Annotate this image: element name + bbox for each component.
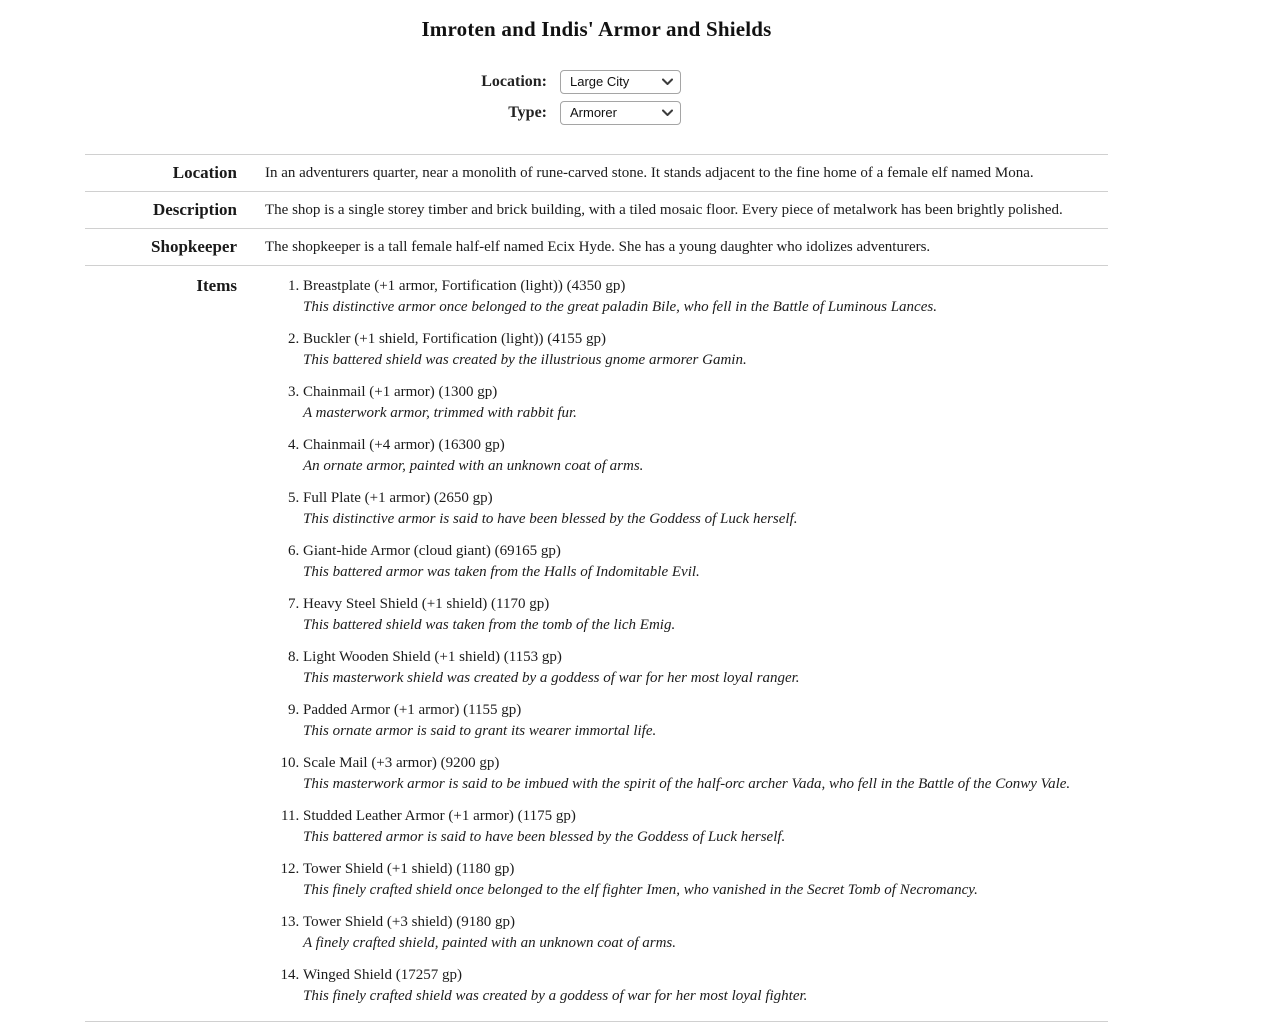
item-name: 12. Tower Shield (+1 shield) (1180 gp): [303, 861, 515, 877]
items-row-label: Items: [196, 276, 237, 295]
item-name: 14. Winged Shield (17257 gp): [303, 967, 462, 983]
location-select-label: Location:: [481, 73, 547, 90]
item-name: 8. Light Wooden Shield (+1 shield) (1153 gp): [303, 649, 562, 665]
item-description: A finely crafted shield, painted with an unknown coat of arms.: [303, 935, 677, 951]
detail-row-text: The shopkeeper is a tall female half-elf named Ecix Hyde. She has a young daughter who idolizes adventurers.: [265, 239, 931, 255]
detail-row-label: Description: [152, 200, 237, 219]
item-description: This finely crafted shield was created by a goddess of war for her most loyal fighter.: [303, 988, 808, 1004]
item-description: An ornate armor, painted with an unknown coat of arms.: [303, 458, 644, 474]
item-list-entry: [303, 647, 1108, 689]
item-name: 13. Tower Shield (+3 shield) (9180 gp): [303, 914, 515, 930]
type-select[interactable]: [560, 101, 681, 125]
detail-row: [85, 155, 1108, 192]
item-description: This battered shield was taken from the tomb of the lich Emig.: [303, 617, 676, 633]
item-description: This battered shield was created by the illustrious gnome armorer Gamin.: [303, 352, 747, 368]
item-name: 2. Buckler (+1 shield, Fortification (light)) (4155 gp): [303, 331, 606, 347]
item-name: 5. Full Plate (+1 armor) (2650 gp): [303, 490, 493, 506]
item-name: 7. Heavy Steel Shield (+1 shield) (1170 gp): [303, 596, 550, 612]
item-list-entry: [303, 859, 1108, 901]
item-list-entry: [303, 435, 1108, 477]
type-select-label: Type:: [508, 104, 547, 121]
item-name: 6. Giant-hide Armor (cloud giant) (69165 gp): [303, 543, 561, 559]
item-description: This battered armor was taken from the Halls of Indomitable Evil.: [303, 564, 700, 580]
item-description: This ornate armor is said to grant its wearer immortal life.: [303, 723, 657, 739]
detail-row-text: In an adventurers quarter, near a monolith of rune-carved stone. It stands adjacent to the fine home of a female elf named Mona.: [265, 165, 1034, 181]
item-list-entry: [303, 382, 1108, 424]
items-row: [85, 266, 1108, 1022]
item-name: 9. Padded Armor (+1 armor) (1155 gp): [303, 702, 522, 718]
location-select[interactable]: [560, 70, 681, 94]
item-list-entry: [303, 965, 1108, 1007]
item-list-entry: [303, 488, 1108, 530]
item-description: This distinctive armor once belonged to the great paladin Bile, who fell in the Battle of Luminous Lances.: [303, 299, 937, 315]
item-name: 4. Chainmail (+4 armor) (16300 gp): [303, 437, 505, 453]
detail-row: [85, 192, 1108, 229]
page-title: Imroten and Indis' Armor and Shields: [421, 17, 772, 41]
item-list-entry: [303, 329, 1108, 371]
item-description: This distinctive armor is said to have been blessed by the Goddess of Luck herself.: [303, 511, 798, 527]
location-select-wrap: [560, 70, 681, 94]
shop-page: [85, 0, 1108, 1022]
item-description: This battered armor is said to have been blessed by the Goddess of Luck herself.: [303, 829, 786, 845]
item-description: This masterwork armor is said to be imbued with the spirit of the half-orc archer Vada, who fell in the Battle of the Conwy Vale.: [303, 776, 1071, 792]
item-description: This finely crafted shield once belonged to the elf fighter Imen, who vanished in the Secret Tomb of Necromancy.: [303, 882, 978, 898]
detail-row-text: The shop is a single storey timber and brick building, with a tiled mosaic floor. Every piece of metalwork has been brightly polished.: [265, 202, 1063, 218]
item-list-entry: [303, 594, 1108, 636]
item-name: 1. Breastplate (+1 armor, Fortification (light)) (4350 gp): [303, 278, 626, 294]
items-list: [265, 276, 1108, 1007]
detail-row-label: Location: [172, 163, 237, 182]
item-list-entry: [303, 700, 1108, 742]
item-name: 11. Studded Leather Armor (+1 armor) (1175 gp): [303, 808, 576, 824]
shop-details-table: [85, 154, 1108, 1022]
items-cell: [265, 276, 1108, 1007]
item-list-entry: [303, 276, 1108, 318]
detail-row-label: Shopkeeper: [151, 237, 237, 256]
item-list-entry: [303, 806, 1108, 848]
item-description: A masterwork armor, trimmed with rabbit fur.: [303, 405, 577, 421]
item-name: 10. Scale Mail (+3 armor) (9200 gp): [303, 755, 500, 771]
type-select-wrap: [560, 101, 681, 125]
item-name: 3. Chainmail (+1 armor) (1300 gp): [303, 384, 498, 400]
item-list-entry: [303, 541, 1108, 583]
item-list-entry: [303, 753, 1108, 795]
item-description: This masterwork shield was created by a goddess of war for her most loyal ranger.: [303, 670, 800, 686]
item-list-entry: [303, 912, 1108, 954]
detail-row: [85, 229, 1108, 266]
detail-rows: [85, 155, 1108, 266]
shop-controls: [85, 70, 1108, 125]
